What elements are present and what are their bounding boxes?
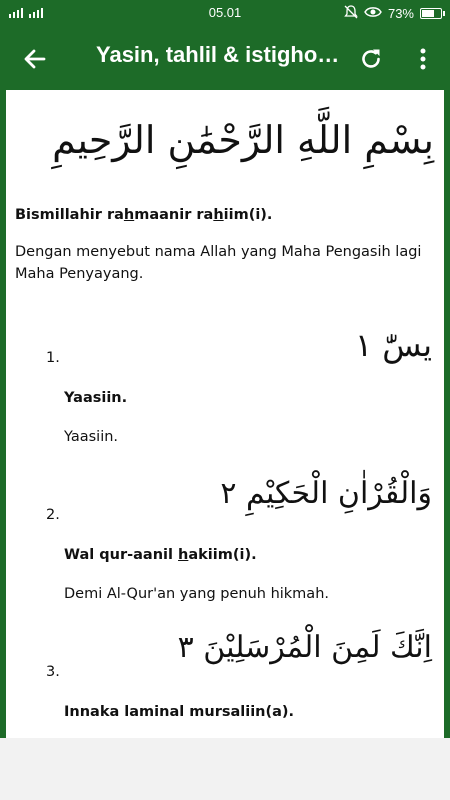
verse-1-translation: Yaasiin. xyxy=(64,429,119,445)
battery-icon xyxy=(420,8,442,19)
status-bar xyxy=(0,0,450,26)
verse-1-number: 1. xyxy=(46,350,60,366)
more-vert-icon[interactable] xyxy=(408,44,438,74)
app-bar xyxy=(0,26,450,90)
verse-2-latin-part: Wal qur-aanil xyxy=(64,547,179,563)
basmalah-latin-part: iim(i). xyxy=(223,207,273,223)
content-frame xyxy=(0,90,450,738)
eye-icon xyxy=(364,6,382,21)
status-time: 05.01 xyxy=(208,5,242,20)
arrow-left-icon[interactable] xyxy=(20,44,50,74)
basmalah-translation: Dengan menyebut nama Allah yang Maha Pengasih lagi Maha Penyayang. xyxy=(15,244,422,282)
basmalah-latin-part: maanir ra xyxy=(134,207,214,223)
basmalah-latin-part: h xyxy=(123,207,135,223)
refresh-icon[interactable] xyxy=(356,44,386,74)
basmalah-latin-part: Bismillahir ra xyxy=(15,207,124,223)
page-title: Yasin, tahlil & istigho… xyxy=(96,42,340,67)
verse-2-latin xyxy=(64,544,257,566)
battery-percent: 73% xyxy=(387,6,414,21)
bottom-bar xyxy=(0,738,450,800)
verse-2-arabic: وَالْقُرْاٰنِ الْحَكِيْمِ ٢ xyxy=(220,476,432,511)
verse-3-number: 3. xyxy=(46,664,60,680)
verse-2-number: 2. xyxy=(46,507,60,523)
verse-1-arabic: يسّٰ ١ xyxy=(354,326,432,364)
reading-content[interactable] xyxy=(6,90,444,738)
verse-3-arabic: اِنَّكَ لَمِنَ الْمُرْسَلِيْنَ ٣ xyxy=(177,630,432,665)
basmalah-arabic: بِسْمِ اللَّهِ الرَّحْمَٰنِ الرَّحِيمِ xyxy=(52,118,434,162)
verse-1-latin: Yaasiin. xyxy=(64,390,128,406)
basmalah-latin xyxy=(15,204,272,226)
verse-2-latin-part: akiim(i). xyxy=(188,547,257,563)
verse-3-latin: Innaka laminal mursaliin(a). xyxy=(64,704,295,720)
verse-2-latin-part: h xyxy=(178,547,189,563)
basmalah-latin-part: h xyxy=(213,207,224,223)
mute-bell-icon xyxy=(344,5,358,22)
verse-2-translation: Demi Al-Qur'an yang penuh hikmah. xyxy=(64,586,329,602)
battery-fill xyxy=(422,10,434,17)
